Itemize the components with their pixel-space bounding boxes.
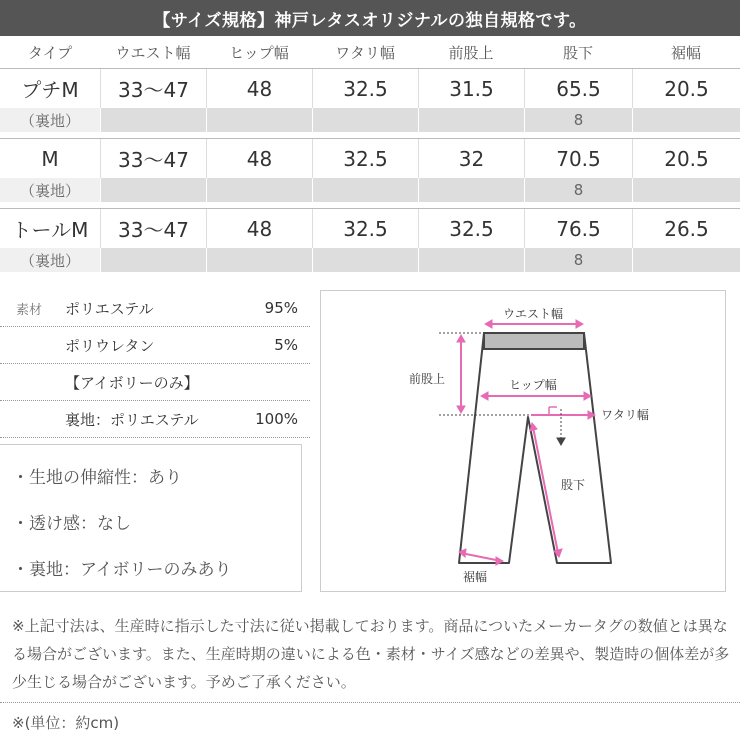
unit-note: ※(単位：約cm) — [12, 714, 120, 732]
inseam-value: 65.5 — [524, 69, 632, 108]
col-header-hip: ヒップ幅 — [229, 43, 289, 62]
material-name: ポリウレタン — [65, 336, 155, 355]
material-row — [0, 401, 310, 438]
rise-arrow — [457, 335, 465, 413]
size-row-m — [0, 138, 740, 202]
material-percent: 5% — [274, 336, 298, 354]
material-row — [0, 290, 310, 327]
col-header-thigh: ワタリ幅 — [335, 43, 395, 62]
lining-inseam-value: 8 — [524, 178, 632, 202]
label-thigh: ワタリ幅 — [601, 408, 649, 422]
hip-value: 48 — [206, 209, 312, 248]
thigh-value: 32.5 — [312, 209, 418, 248]
label-waist: ウエスト幅 — [502, 307, 564, 321]
size-name: プチM — [21, 78, 79, 102]
waist-arrow — [485, 320, 583, 328]
label-hem: 裾幅 — [463, 570, 488, 584]
col-header-inseam: 股下 — [562, 43, 593, 62]
col-header-type: タイプ — [27, 43, 73, 62]
material-name: ポリエステル — [65, 299, 154, 318]
pants-outline — [459, 333, 611, 563]
size-row-petite-m — [0, 68, 740, 132]
hip-value: 48 — [206, 139, 312, 178]
note-stretch: ・生地の伸縮性：あり — [12, 468, 182, 488]
thigh-value: 32.5 — [312, 69, 418, 108]
lining-inseam-value: 8 — [524, 248, 632, 272]
label-hip: ヒップ幅 — [509, 378, 557, 392]
rise-value: 32 — [418, 139, 524, 178]
material-name: 裏地：ポリエステル — [65, 410, 199, 429]
column-headers — [0, 36, 740, 68]
size-name: トールM — [11, 218, 89, 242]
lining-label: （裏地） — [0, 248, 100, 272]
rise-value: 31.5 — [418, 69, 524, 108]
lining-label: （裏地） — [0, 178, 100, 202]
hem-value: 20.5 — [632, 139, 740, 178]
lining-label: （裏地） — [0, 108, 100, 132]
material-percent: 95% — [264, 299, 298, 317]
thigh-value: 32.5 — [312, 139, 418, 178]
note-sheerness: ・透け感：なし — [12, 514, 131, 534]
material-label: 素材 — [16, 302, 43, 318]
col-header-rise: 前股上 — [448, 43, 494, 62]
inseam-value: 76.5 — [524, 209, 632, 248]
material-percent: 100% — [255, 410, 298, 428]
note-lining: ・裏地：アイボリーのみあり — [12, 560, 232, 580]
lining-inseam-value: 8 — [524, 108, 632, 132]
waist-value: 33〜47 — [100, 139, 206, 178]
material-row — [0, 364, 310, 401]
material-row — [0, 327, 310, 364]
disclaimer-text: ※上記寸法は、生産時に指示した寸法に従い掲載しております。商品についたメーカータグの数値とは異なる場合がございます。また、生産時期の違いによる色・素材・サイズ感などの差異や、製造時の個体差が多少生じる場合がございます。予めご了承ください。 — [12, 617, 730, 691]
rise-value: 32.5 — [418, 209, 524, 248]
measurement-diagram — [320, 290, 726, 592]
divider — [0, 702, 740, 703]
pants-diagram-svg — [321, 291, 727, 593]
label-rise: 前股上 — [409, 372, 446, 386]
size-spec-header: 【サイズ規格】神戸レタスオリジナルの独自規格です。 — [0, 0, 740, 36]
col-header-waist: ウエスト幅 — [115, 43, 191, 62]
size-row-tall-m — [0, 208, 740, 272]
material-name: 【アイボリーのみ】 — [65, 373, 199, 392]
waist-value: 33〜47 — [100, 69, 206, 108]
label-inseam: 股下 — [561, 478, 586, 492]
fabric-notes — [0, 444, 302, 592]
material-list — [0, 290, 310, 438]
hem-value: 26.5 — [632, 209, 740, 248]
hip-value: 48 — [206, 69, 312, 108]
col-header-hem: 裾幅 — [670, 43, 701, 62]
waist-value: 33〜47 — [100, 209, 206, 248]
inseam-value: 70.5 — [524, 139, 632, 178]
hem-value: 20.5 — [632, 69, 740, 108]
size-name: M — [41, 146, 59, 171]
waistband — [484, 333, 584, 349]
